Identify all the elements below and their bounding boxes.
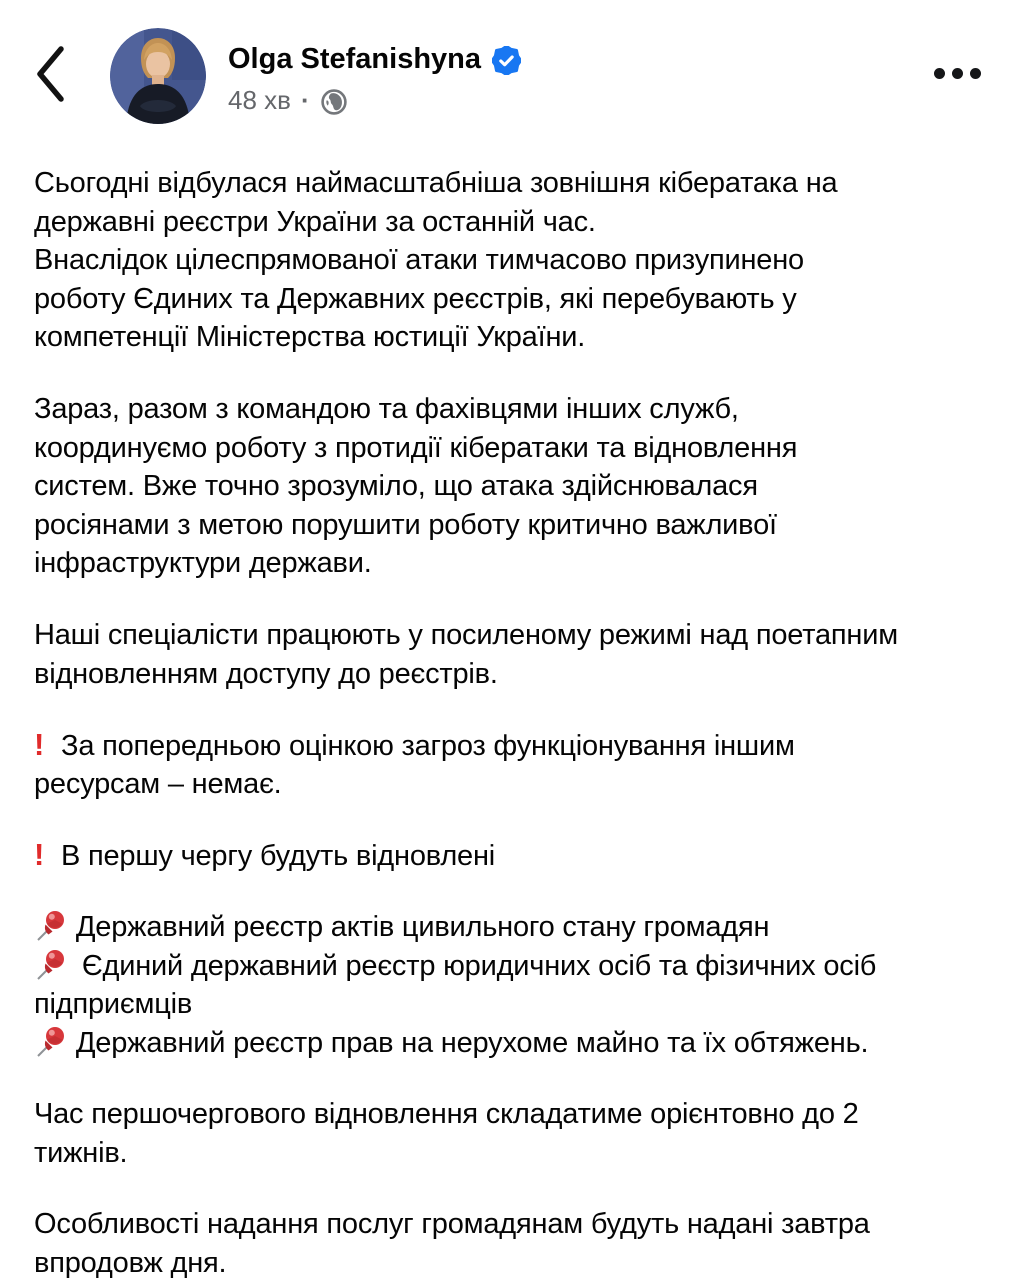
post-body	[0, 164, 1019, 1283]
post-header	[0, 0, 1019, 124]
post-text: впродовж дня.	[34, 1247, 227, 1280]
post-paragraph	[34, 616, 985, 693]
post-text: відновленням доступу до реєстрів.	[34, 657, 498, 690]
post-text: Час першочергового відновлення складатиме орієнтовно до 2	[34, 1098, 859, 1131]
post-line	[34, 318, 985, 357]
post-line	[34, 1024, 985, 1063]
post-line	[34, 985, 985, 1024]
post-text: росіянами з метою порушити роботу критично важливої	[34, 508, 777, 541]
post-line	[34, 241, 985, 280]
post-text: Особливості надання послуг громадянам будуть надані завтра	[34, 1208, 870, 1241]
post-text: За попередньою оцінкою загроз функціонування іншим	[61, 730, 795, 763]
post-text: Зараз, разом з командою та фахівцями інших служб,	[34, 392, 739, 425]
profile-name[interactable]: Olga Stefanishyna	[228, 43, 482, 75]
exclamation-icon: !	[34, 727, 45, 763]
post-text: систем. Вже точно зрозуміло, що атака здійснювалася	[34, 470, 758, 503]
chevron-left-icon	[31, 93, 69, 108]
post-line	[34, 836, 985, 875]
pushpin-icon	[34, 947, 66, 986]
post-paragraph	[34, 164, 985, 357]
post-line	[34, 164, 985, 203]
post-text: Сьогодні відбулася наймасштабніша зовнішня кібератака на	[34, 167, 838, 199]
post-meta	[228, 85, 521, 116]
post-text: Державний реєстр актів цивильного стану громадян	[75, 910, 770, 943]
globe-public-icon	[320, 88, 348, 116]
avatar[interactable]	[110, 28, 206, 124]
post-line	[34, 726, 985, 765]
post-paragraph	[34, 726, 985, 803]
post-text: Внаслідок цілеспрямованої атаки тимчасово призупинено	[34, 244, 804, 277]
post-text: Єдиний державний реєстр юридичних осіб та фізичних осіб	[81, 949, 877, 982]
post-text: Наші спеціалісти працюють у посиленому режимі над поетапним	[34, 618, 898, 651]
post-text: В першу чергу будуть відновлені	[61, 840, 496, 873]
post-line	[34, 544, 985, 583]
post-paragraph	[34, 1205, 985, 1282]
post-line	[34, 390, 985, 429]
post-text: роботу Єдиних та Державних реєстрів, які перебувають у	[34, 282, 797, 315]
post-line	[34, 1205, 985, 1244]
post-text: компетенції Міністерства юстиції України.	[34, 321, 586, 354]
post-line	[34, 765, 985, 804]
post-paragraph	[34, 908, 985, 1062]
post-line	[34, 908, 985, 947]
ellipsis-icon	[970, 68, 981, 79]
post-text: підприємців	[34, 988, 193, 1021]
post-text: державні реєстри України за останній час.	[34, 205, 596, 238]
post-line	[34, 203, 985, 242]
post-text: координуємо роботу з протидії кібератаки та відновлення	[34, 431, 798, 464]
post-text: інфраструктури держави.	[34, 547, 372, 580]
post-line	[34, 429, 985, 468]
post-text: Державний реєстр прав на нерухоме майно та їх обтяжень.	[75, 1026, 869, 1059]
more-options-button[interactable]	[928, 62, 987, 85]
post-paragraph	[34, 390, 985, 583]
timestamp[interactable]: 48 хв	[228, 85, 291, 115]
post-paragraph	[34, 1095, 985, 1172]
meta-separator: ·	[300, 85, 310, 115]
post-line	[34, 467, 985, 506]
post-paragraph	[34, 836, 985, 875]
ellipsis-icon	[952, 68, 963, 79]
post-line	[34, 947, 985, 986]
post-line	[34, 1134, 985, 1173]
verified-badge-icon	[492, 46, 521, 75]
back-button[interactable]	[28, 42, 72, 108]
exclamation-icon: !	[34, 837, 45, 873]
ellipsis-icon	[934, 68, 945, 79]
post-line	[34, 1095, 985, 1134]
post-text: ресурсам – немає.	[34, 767, 282, 800]
pushpin-icon	[34, 908, 66, 947]
post-line	[34, 1244, 985, 1283]
post-line	[34, 655, 985, 694]
post-line	[34, 280, 985, 319]
post-text: тижнів.	[34, 1136, 128, 1169]
pushpin-icon	[34, 1024, 66, 1063]
post-line	[34, 506, 985, 545]
post-line	[34, 616, 985, 655]
